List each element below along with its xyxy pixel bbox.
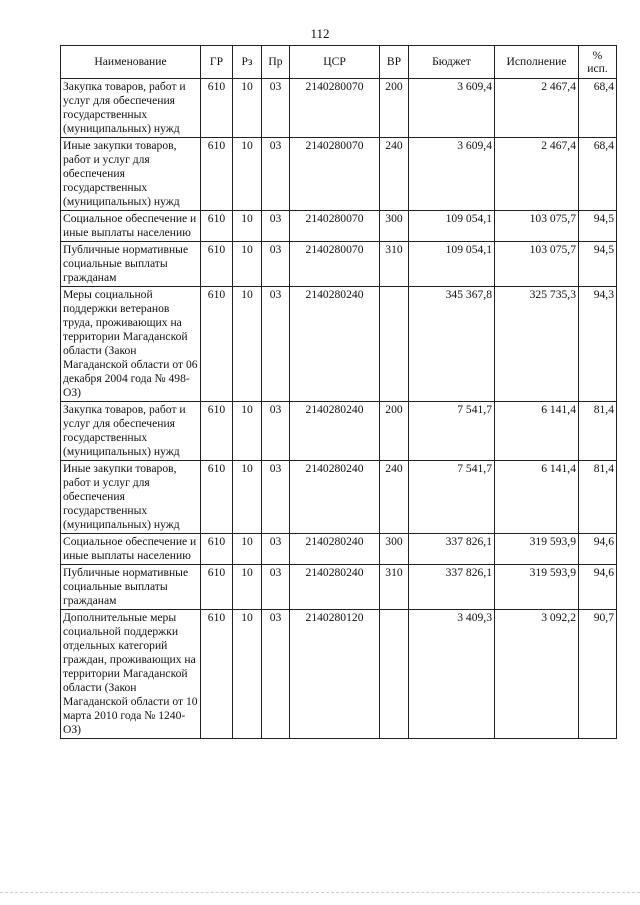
row-percent: 94,5 [579,211,617,242]
header-percent [579,46,617,79]
row-gr: 610 [201,211,233,242]
header-name: Наименование [61,46,201,79]
row-csr: 2140280240 [290,461,380,534]
row-name: Социальное обеспечение и иные выплаты населению [61,211,201,242]
row-gr: 610 [201,461,233,534]
row-name: Меры социальной поддержки ветеранов труда, проживающих на территории Магаданской области (Закон Магаданской области от 06 декабря 2004 года № 498-ОЗ) [61,287,201,402]
table-row [61,79,617,138]
header-vr: ВР [380,46,409,79]
row-vr [380,287,409,402]
row-csr: 2140280070 [290,211,380,242]
page-number: 112 [310,26,330,41]
row-rz: 10 [233,534,262,565]
row-name: Закупка товаров, работ и услуг для обеспечения государственных (муниципальных) нужд [61,402,201,461]
row-pr: 03 [262,461,290,534]
table-row [61,287,617,402]
row-percent: 81,4 [579,461,617,534]
row-name: Публичные нормативные социальные выплаты гражданам [61,565,201,610]
header-percent-label: исп. [587,62,608,75]
row-vr: 300 [380,534,409,565]
row-execution: 6 141,4 [495,402,579,461]
row-gr: 610 [201,138,233,211]
row-execution: 319 593,9 [495,565,579,610]
row-gr: 610 [201,242,233,287]
row-rz: 10 [233,242,262,287]
row-name: Иные закупки товаров, работ и услуг для обеспечения государственных (муниципальных) нужд [61,461,201,534]
row-percent: 94,5 [579,242,617,287]
budget-table [60,45,617,739]
row-name: Закупка товаров, работ и услуг для обеспечения государственных (муниципальных) нужд [61,79,201,138]
row-vr: 310 [380,565,409,610]
table-row [61,211,617,242]
row-percent: 94,6 [579,565,617,610]
row-gr: 610 [201,402,233,461]
row-vr [380,610,409,739]
row-gr: 610 [201,287,233,402]
row-pr: 03 [262,211,290,242]
row-csr: 2140280070 [290,138,380,211]
header-csr: ЦСР [290,46,380,79]
row-pr: 03 [262,79,290,138]
row-csr: 2140280120 [290,610,380,739]
row-percent: 68,4 [579,138,617,211]
row-budget: 345 367,8 [409,287,495,402]
row-name: Публичные нормативные социальные выплаты гражданам [61,242,201,287]
row-percent: 68,4 [579,79,617,138]
row-name: Иные закупки товаров, работ и услуг для обеспечения государственных (муниципальных) нужд [61,138,201,211]
row-pr: 03 [262,565,290,610]
table-row [61,565,617,610]
row-pr: 03 [262,610,290,739]
row-vr: 200 [380,402,409,461]
row-rz: 10 [233,211,262,242]
header-rz: Рз [233,46,262,79]
row-name: Дополнительные меры социальной поддержки отдельных категорий граждан, проживающих на территории Магаданской области (Закон Магаданской области от 10 марта 2010 года № 1240-ОЗ) [61,610,201,739]
header-pr: Пр [262,46,290,79]
row-percent: 81,4 [579,402,617,461]
row-pr: 03 [262,402,290,461]
row-vr: 240 [380,138,409,211]
row-csr: 2140280240 [290,534,380,565]
table-row [61,534,617,565]
row-percent: 94,6 [579,534,617,565]
row-percent: 90,7 [579,610,617,739]
table-row [61,242,617,287]
row-rz: 10 [233,402,262,461]
header-execution: Исполнение [495,46,579,79]
row-rz: 10 [233,461,262,534]
row-gr: 610 [201,565,233,610]
row-percent: 94,3 [579,287,617,402]
row-execution: 6 141,4 [495,461,579,534]
table-row [61,402,617,461]
row-budget: 3 609,4 [409,79,495,138]
table-header-row [61,46,617,79]
row-rz: 10 [233,79,262,138]
row-rz: 10 [233,287,262,402]
row-budget: 337 826,1 [409,534,495,565]
row-execution: 325 735,3 [495,287,579,402]
table-row [61,138,617,211]
row-csr: 2140280240 [290,402,380,461]
row-pr: 03 [262,534,290,565]
row-budget: 3 609,4 [409,138,495,211]
header-percent-symbol: % [592,49,603,62]
header-gr: ГР [201,46,233,79]
row-execution: 103 075,7 [495,211,579,242]
row-budget: 109 054,1 [409,211,495,242]
row-execution: 3 092,2 [495,610,579,739]
row-rz: 10 [233,565,262,610]
row-vr: 300 [380,211,409,242]
row-budget: 7 541,7 [409,402,495,461]
row-budget: 3 409,3 [409,610,495,739]
row-csr: 2140280240 [290,287,380,402]
row-budget: 7 541,7 [409,461,495,534]
row-gr: 610 [201,610,233,739]
row-budget: 109 054,1 [409,242,495,287]
table-row [61,461,617,534]
header-budget: Бюджет [409,46,495,79]
row-execution: 2 467,4 [495,79,579,138]
row-gr: 610 [201,79,233,138]
row-execution: 319 593,9 [495,534,579,565]
row-vr: 240 [380,461,409,534]
row-budget: 337 826,1 [409,565,495,610]
row-vr: 200 [380,79,409,138]
row-vr: 310 [380,242,409,287]
row-csr: 2140280070 [290,79,380,138]
row-gr: 610 [201,534,233,565]
row-pr: 03 [262,287,290,402]
row-pr: 03 [262,242,290,287]
page-bottom-rule [0,892,640,893]
row-execution: 103 075,7 [495,242,579,287]
row-csr: 2140280070 [290,242,380,287]
row-execution: 2 467,4 [495,138,579,211]
row-name: Социальное обеспечение и иные выплаты населению [61,534,201,565]
row-pr: 03 [262,138,290,211]
row-rz: 10 [233,610,262,739]
row-csr: 2140280240 [290,565,380,610]
table-row [61,610,617,739]
row-rz: 10 [233,138,262,211]
